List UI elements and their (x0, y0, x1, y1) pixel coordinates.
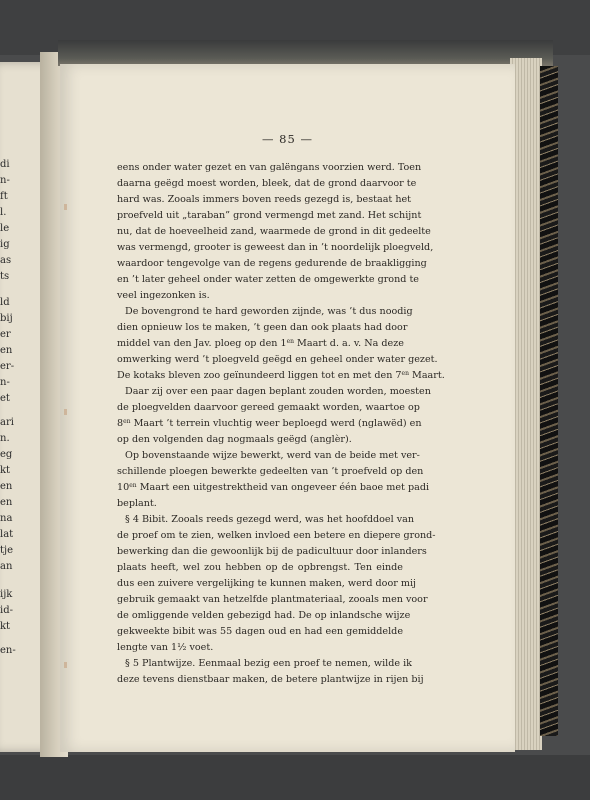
text-line: eens onder water gezet en van galëngans voorzien werd. Toen (117, 162, 422, 173)
left-page-text-fragment: n- (0, 377, 10, 388)
left-page-text-fragment: et (0, 393, 10, 404)
left-page-text-fragment: tje (0, 545, 14, 556)
left-page-text-fragment: ld (0, 297, 10, 308)
left-page-text-fragment: bij (0, 313, 13, 324)
text-line: $10^{en}$ Maart een uitgestrektheid van ongeveer één baoe met padi (117, 482, 430, 493)
left-page-text-fragment: le (0, 223, 10, 234)
text-line: en ’t later geheel onder water zetten de omgewerkte grond te (117, 274, 419, 285)
text-line: deze tevens dienstbaar maken, de betere plantwijze in rijen bij (117, 674, 424, 685)
text-line: hard was. Zooals immers boven reeds gezegd is, bestaat het (117, 194, 412, 205)
left-page-text-fragment: ft (0, 191, 8, 202)
text-line: dien opnieuw los te maken, ’t geen dan ook plaats had door (117, 322, 408, 333)
left-page-text-fragment: er- (0, 361, 15, 372)
left-page-text-fragment: id- (0, 605, 13, 616)
text-line: § 5 Plantwijze. Eenmaal bezig een proef te nemen, wilde ik (125, 658, 412, 669)
text-line: Daar zij over een paar dagen beplant zouden worden, moesten (125, 386, 431, 397)
text-line: gebruik gemaakt van hetzelfde plantmateriaal, zooals men voor (117, 594, 428, 605)
paper-mark (64, 662, 67, 668)
text-line: dus een zuivere vergelijking te kunnen maken, werd door mij (117, 578, 417, 589)
text-line: Op bovenstaande wijze bewerkt, werd van de beide met ver- (125, 450, 420, 461)
text-line: gekweekte bibit was 55 dagen oud en had een gemiddelde (117, 626, 403, 637)
left-page-text-fragment: n. (0, 433, 10, 444)
left-page-text-fragment: n- (0, 175, 10, 186)
text-line: daarna geëgd moest worden, bleek, dat de grond daarvoor te (117, 178, 417, 189)
left-page-text-fragment: en (0, 497, 13, 508)
left-page-text-fragment: ijk (0, 589, 13, 600)
text-line: nu, dat de hoeveelheid zand, waarmede de grond in dit gedeelte (117, 226, 431, 237)
left-page-text-fragment: na (0, 513, 13, 524)
left-page-text-fragment: ig (0, 239, 10, 250)
text-line: omwerking werd ’t ploegveld geëgd en geheel onder water gezet. (117, 354, 438, 365)
text-line: $8^{en}$ Maart ’t terrein vluchtig weer beploegd werd (nglawëd) en (117, 418, 422, 429)
text-line: schillende ploegen bewerkte gedeelten van ’t proefveld op den (117, 466, 424, 477)
left-page-text-fragment: ts (0, 271, 10, 282)
text-line: beplant. (117, 498, 157, 509)
text-line: proefveld uit „taraban” grond vermengd met zand. Het schijnt (117, 210, 422, 221)
text-line: De bovengrond te hard geworden zijnde, was ’t dus noodig (125, 306, 413, 317)
left-page-text-fragment: en- (0, 645, 16, 656)
text-line: veel ingezonken is. (117, 290, 210, 301)
text-line: de proef om te zien, welken invloed een betere en diepere grond- (117, 530, 436, 541)
text-line: de omliggende velden gebezigd had. De op inlandsche wijze (117, 610, 411, 621)
background-bottom (0, 755, 590, 800)
text-line: De kotaks bleven zoo geïnundeerd liggen tot en met den $7^{en}$ Maart. (117, 370, 445, 381)
left-page-text-fragment: lat (0, 529, 14, 540)
text-line: middel van den Jav. ploeg op den $1^{en}$ Maart d. a. v. Na deze (117, 338, 404, 349)
text-line: plaats heeft, wel zou hebben op de opbrengst. Ten einde (117, 562, 403, 573)
paper-mark (64, 409, 67, 415)
text-line: op den volgenden dag nogmaals geëgd (anglèr). (117, 434, 352, 445)
text-line: lengte van 1½ voet. (117, 642, 214, 653)
text-line: bewerking dan die gewoonlijk bij de padicultuur door inlanders (117, 546, 427, 557)
left-page-text-fragment: en (0, 345, 13, 356)
left-page-text-fragment: kt (0, 621, 11, 632)
book-cover-marbled (540, 66, 558, 736)
text-line: was vermengd, grooter is geweest dan in ’t noordelijk ploegveld, (117, 242, 434, 253)
right-page (60, 64, 515, 752)
left-page-text-fragment: ari (0, 417, 14, 428)
left-page-text-fragment: l. (0, 207, 7, 218)
page-number: — 85 — (262, 132, 313, 146)
left-page-text-fragment: di (0, 159, 10, 170)
text-line: de ploegvelden daarvoor gereed gemaakt worden, waartoe op (117, 402, 420, 413)
book-cover-top (58, 40, 553, 66)
left-page-text-fragment: eg (0, 449, 13, 460)
left-page-text-fragment: er (0, 329, 11, 340)
left-page-text-fragment: en (0, 481, 13, 492)
page-text (117, 160, 445, 688)
left-page-text-fragment: an (0, 561, 13, 572)
left-page-text-fragment: kt (0, 465, 11, 476)
left-page-text-fragment: as (0, 255, 12, 266)
paper-mark (64, 204, 67, 210)
text-line: waardoor tengevolge van de regens gedurende de braakligging (117, 258, 427, 269)
text-line: § 4 Bibit. Zooals reeds gezegd werd, was het hoofddoel van (125, 514, 415, 525)
